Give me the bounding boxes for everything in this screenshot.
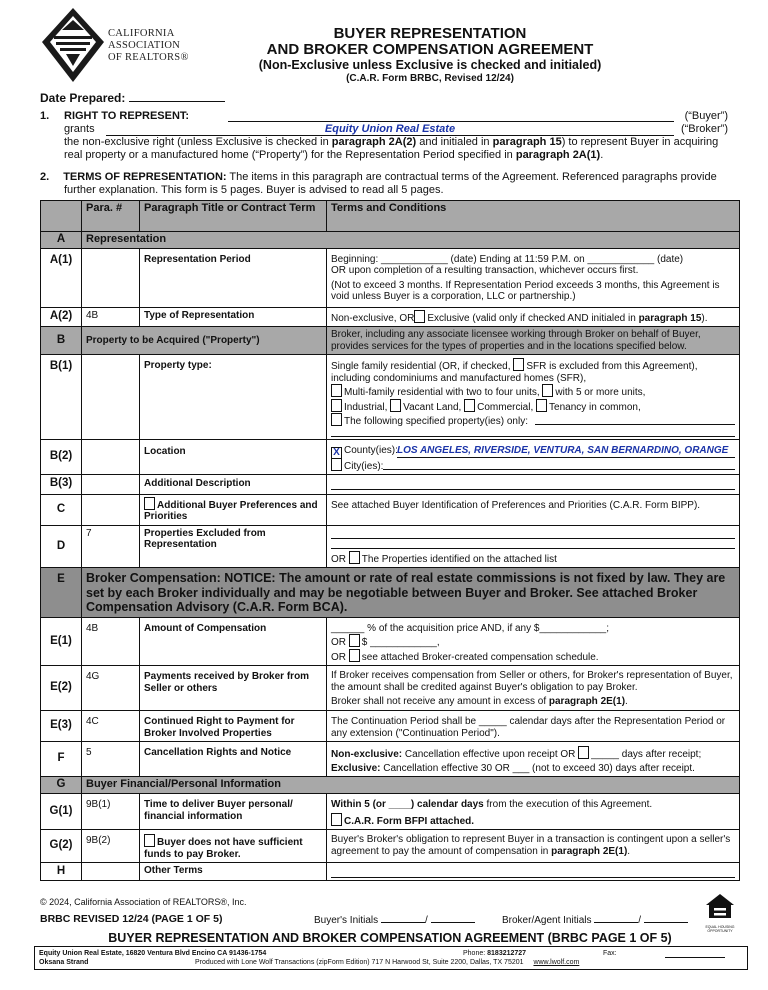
buyer-preferences-checkbox[interactable] bbox=[144, 497, 155, 510]
table-row: G Buyer Financial/Personal Information bbox=[41, 777, 740, 794]
producer-box: Equity Union Real Estate, 16820 Ventura Blvd Encino CA 91436-1754 Phone: 8183212727 Fax: Oksana Strand Produced with Lone Wolf Transactions (zipForm Edition) 717 N Harwood St, Suite 2200, Dallas, TX 75201 www.lwolf.com bbox=[34, 946, 748, 970]
cancellation-days-checkbox[interactable] bbox=[578, 746, 589, 759]
other-terms-field[interactable] bbox=[331, 865, 735, 878]
lwolf-link[interactable]: www.lwolf.com bbox=[533, 959, 580, 966]
equal-housing-text: EQUAL HOUSING OPPORTUNITY bbox=[705, 925, 735, 933]
county-checkbox[interactable]: X bbox=[331, 447, 342, 460]
county-field[interactable]: LOS ANGELES, RIVERSIDE, VENTURA, SAN BERNARDINO, ORANGE bbox=[397, 445, 735, 458]
table-row: B Property to be Acquired ("Property") Broker, including any associate licensee working through Broker on behalf of Buyer, provides services for the types of properties and in the locations specified below. bbox=[41, 327, 740, 355]
form-reference: (C.A.R. Form BRBC, Revised 12/24) bbox=[346, 73, 514, 84]
equal-housing-icon bbox=[705, 892, 735, 924]
multi-family-checkbox[interactable] bbox=[331, 384, 342, 397]
terms-table bbox=[40, 200, 740, 881]
table-header-row: Para. # Paragraph Title or Contract Term Terms and Conditions bbox=[41, 201, 740, 232]
table-row: B(1) Property type: Single family residential (OR, if checked, SFR is excluded from this Agreement), including condominiums and manufactured homes (SFR), Multi-family residential with two to four units, with 5 or more units, Industrial, Vacant Land, Commercial, Tenancy in common, The following specified property(ies) only: bbox=[41, 355, 740, 440]
table-row: B(3) Additional Description bbox=[41, 474, 740, 494]
bottom-title: BUYER REPRESENTATION AND BROKER COMPENSATION AGREEMENT (BRBC PAGE 1 OF 5) bbox=[108, 931, 672, 945]
excluded-properties-line1[interactable] bbox=[331, 528, 735, 539]
table-row: A Representation bbox=[41, 232, 740, 249]
association-name: CALIFORNIA ASSOCIATION OF REALTORS® bbox=[108, 28, 189, 63]
date-prepared: Date Prepared: bbox=[40, 91, 225, 105]
buyer-initials-field-2[interactable] bbox=[431, 922, 475, 923]
section-right-to-represent: 1. RIGHT TO REPRESENT: (“Buyer”) grants Equity Union Real Estate (“Broker”) the non-exclusive right (unless Exclusive is checked in paragraph 2A(2) and initialed in paragraph 15) to represent Buyer in acquiring real property or a manufactured home (“Property”) for the Representation Period specified in paragraph 2A(1). bbox=[40, 110, 728, 161]
specified-property-field[interactable] bbox=[535, 413, 735, 425]
buyer-initials-field-1[interactable] bbox=[381, 922, 425, 923]
section-terms-of-representation: 2. TERMS OF REPRESENTATION: The items in this paragraph are contractual terms of the Agreement. Referenced paragraphs provide further explanation. This form is 5 pages. Buyer is advised to read all 5 pages. bbox=[40, 171, 717, 196]
revision-label: BRBC REVISED 12/24 (PAGE 1 OF 5) bbox=[40, 913, 223, 925]
city-field[interactable] bbox=[383, 458, 735, 470]
sfr-excluded-checkbox[interactable] bbox=[513, 358, 524, 371]
table-row: G(2) 9B(2) Buyer does not have sufficient funds to pay Broker. Buyer's Broker's obligation to represent Buyer in a transaction is contingent upon a seller's agreement to pay the amount of compensation in paragraph 2E(1). bbox=[41, 830, 740, 863]
fixed-amount-checkbox[interactable] bbox=[349, 634, 360, 647]
table-row: D 7 Properties Excluded from Representation OR The Properties identified on the attached list bbox=[41, 525, 740, 568]
broker-name-field[interactable]: Equity Union Real Estate bbox=[106, 123, 674, 136]
form-title-line2: AND BROKER COMPENSATION AGREEMENT bbox=[266, 41, 594, 58]
broker-initials-field-2[interactable] bbox=[644, 922, 688, 923]
buyer-name-field[interactable] bbox=[228, 110, 674, 122]
copyright: © 2024, California Association of REALTORS®, Inc. bbox=[40, 897, 247, 907]
vacant-land-checkbox[interactable] bbox=[390, 399, 401, 412]
form-title-line1: BUYER REPRESENTATION bbox=[333, 25, 527, 42]
commercial-checkbox[interactable] bbox=[464, 399, 475, 412]
excluded-properties-line2[interactable] bbox=[331, 539, 735, 549]
table-row: E(2) 4G Payments received by Broker from Seller or others If Broker receives compensation from Seller or others, for Broker's representation of Buyer, the amount shall be credited against Buyer's obligation to pay Broker. Broker shall not receive any amount in excess of paragraph 2E(1). bbox=[41, 666, 740, 711]
table-row: H Other Terms bbox=[41, 863, 740, 881]
attached-list-checkbox[interactable] bbox=[349, 551, 360, 564]
table-row: E(3) 4C Continued Right to Payment for Broker Involved Properties The Continuation Period shall be _____ calendar days after the Representation Period or any extension ("Continuation Period"). bbox=[41, 711, 740, 742]
table-row: E(1) 4B Amount of Compensation ______ % of the acquisition price AND, if any $____________; OR $ ____________, OR see attached Broker-created compensation schedule. bbox=[41, 617, 740, 666]
compensation-schedule-checkbox[interactable] bbox=[349, 649, 360, 662]
tenancy-in-common-checkbox[interactable] bbox=[536, 399, 547, 412]
table-row: A(2) 4B Type of Representation Non-exclusive, OR Exclusive (valid only if checked AND initialed in paragraph 15). bbox=[41, 307, 740, 327]
additional-description-field[interactable] bbox=[331, 477, 735, 490]
table-row: E Broker Compensation: NOTICE: The amount or rate of real estate commissions is not fixed by law. They are set by each Broker individually and may be negotiable between Buyer and Broker. See attached Broker Compensation Advisory (C.A.R. Form BCA). bbox=[41, 568, 740, 618]
broker-initials-field-1[interactable] bbox=[594, 922, 638, 923]
five-plus-units-checkbox[interactable] bbox=[542, 384, 553, 397]
city-checkbox[interactable] bbox=[331, 458, 342, 471]
car-logo-icon bbox=[40, 6, 106, 84]
exclusive-checkbox[interactable] bbox=[414, 310, 425, 323]
insufficient-funds-checkbox[interactable] bbox=[144, 834, 155, 847]
date-prepared-field[interactable] bbox=[129, 101, 225, 102]
table-row: F 5 Cancellation Rights and Notice Non-exclusive: Cancellation effective upon receipt OR _____ days after receipt; Exclusive: Cancellation effective 30 OR ___ (not to exceed 30) days after receipt. bbox=[41, 742, 740, 777]
broker-initials: Broker/Agent Initials / bbox=[502, 915, 688, 926]
industrial-checkbox[interactable] bbox=[331, 399, 342, 412]
table-row: G(1) 9B(1) Time to deliver Buyer personal/ financial information Within 5 (or ____) calendar days from the execution of this Agreement. C.A.R. Form BFPI attached. bbox=[41, 794, 740, 830]
buyer-initials: Buyer's Initials / bbox=[314, 915, 475, 926]
table-row: A(1) Representation Period Beginning: ____________ (date) Ending at 11:59 P.M. on ____________ (date) OR upon completion of a resulting transaction, whichever occurs first. (Not to exceed 3 months. If Representation Period exceeds 3 months, this Agreement is void unless Buyer is a corporation, LLC or partnership.) bbox=[41, 248, 740, 307]
table-row: B(2) Location X County(ies): LOS ANGELES, RIVERSIDE, VENTURA, SAN BERNARDINO, ORANGE City(ies): bbox=[41, 439, 740, 474]
specified-property-line2[interactable] bbox=[331, 428, 735, 437]
bfpi-attached-checkbox[interactable] bbox=[331, 813, 342, 826]
table-row: C Additional Buyer Preferences and Priorities See attached Buyer Identification of Preferences and Priorities (C.A.R. Form BIPP). bbox=[41, 494, 740, 525]
form-subtitle: (Non-Exclusive unless Exclusive is checked and initialed) bbox=[258, 58, 602, 72]
specified-property-checkbox[interactable] bbox=[331, 413, 342, 426]
